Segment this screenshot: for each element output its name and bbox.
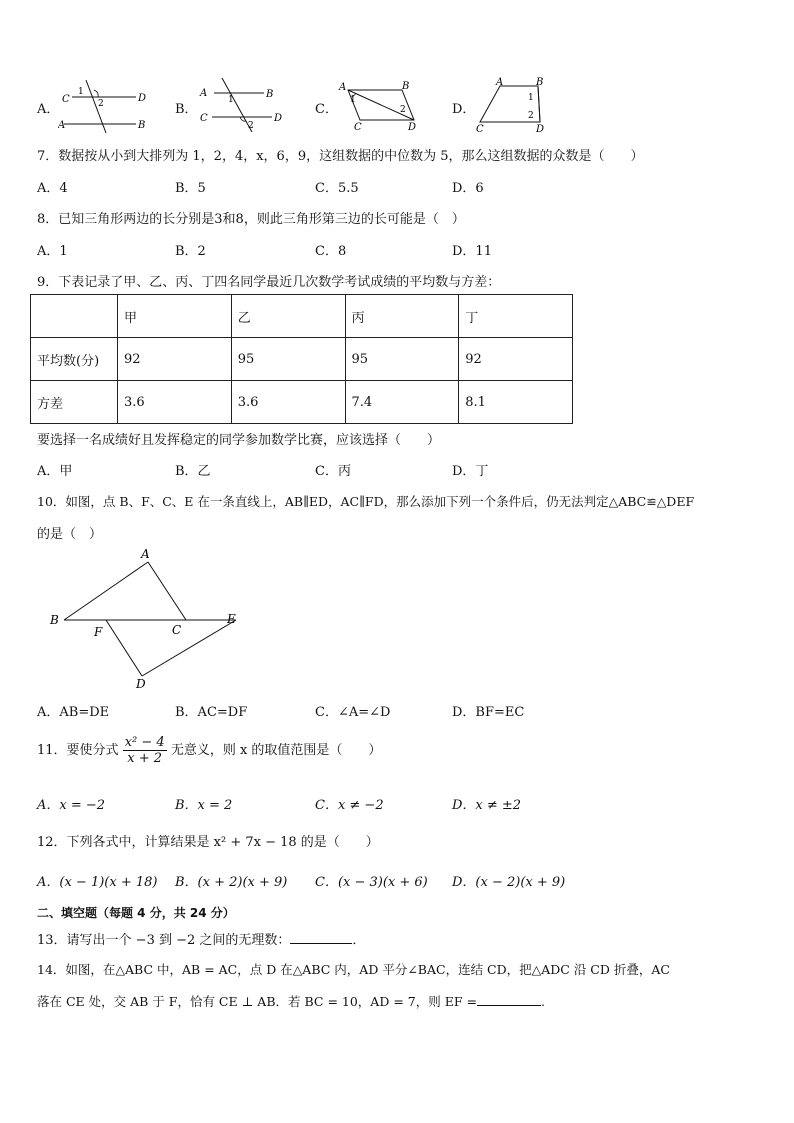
q14-answer-blank[interactable]	[477, 993, 541, 1006]
q14-line2	[37, 992, 545, 1010]
q11-suffix: 无意义，则 x 的取值范围是（ ）	[170, 743, 382, 758]
fig-b-label-c: C	[200, 113, 208, 124]
table-header-row	[31, 295, 573, 338]
q7-option-c: C．5.5	[315, 181, 359, 196]
q13-answer-blank[interactable]	[290, 931, 352, 944]
fig-b-angle-2: 2	[248, 121, 254, 131]
q11-fraction	[123, 736, 167, 765]
q9-option-c: C．丙	[315, 464, 351, 479]
q9-score-table	[30, 294, 573, 424]
q7-option-b: B．5	[175, 181, 206, 196]
q9-option-d: D．丁	[452, 464, 489, 479]
q11-option-d: D．x ≠ ±2	[452, 798, 522, 813]
q11-option-a: A．x = −2	[37, 798, 106, 813]
q10-label-a: A	[141, 547, 150, 561]
q11-denominator: x + 2	[127, 751, 163, 766]
fig-b-label-a: A	[200, 88, 208, 99]
fig-a-label-a: A	[58, 120, 66, 131]
q6-option-c-label: C．	[315, 102, 338, 117]
q14-text: 落在 CE 处，交 AB 于 F，恰有 CE ⊥ AB．若 BC = 10，AD = 7，则 EF =	[37, 994, 477, 1009]
q14-end: .	[540, 994, 545, 1009]
q10-option-c: C．∠A=∠D	[315, 705, 391, 720]
fig-a-label-b: B	[138, 120, 146, 131]
table-cell: 92	[459, 338, 573, 381]
q6-figure-d	[474, 76, 550, 134]
table-cell: 95	[231, 338, 345, 381]
q6-figure-c	[336, 78, 428, 132]
table-cell: 平均数(分)	[31, 338, 118, 381]
q9-question: 要选择一名成绩好且发挥稳定的同学参加数学比赛，应该选择（ ）	[37, 433, 441, 448]
fig-b-label-d: D	[274, 113, 283, 124]
fig-c-label-a: A	[339, 82, 347, 93]
q11-numerator: x² − 4	[124, 735, 165, 750]
fig-d-angle-1: 1	[528, 93, 534, 103]
fig-b-label-b: B	[266, 89, 274, 100]
fig-d-label-b: B	[536, 77, 544, 88]
q8-option-c: C．8	[315, 244, 347, 259]
q10-label-b: B	[50, 613, 59, 627]
q10-option-b: B．AC=DF	[175, 705, 248, 720]
fig-d-angle-2: 2	[528, 111, 534, 121]
q6-option-a-label: A．	[37, 102, 60, 117]
q14-line1: 14．如图，在△ABC 中，AB = AC，点 D 在△ABC 内，AD 平分∠BAC，连结 CD，把△ADC 沿 CD 折叠，AC	[37, 962, 670, 977]
q10-option-a: A．AB=DE	[37, 705, 110, 720]
q12-stem: 12．下列各式中，计算结果是 x² + 7x − 18 的是（ ）	[37, 835, 379, 850]
table-cell: 3.6	[118, 381, 232, 424]
q10-label-e: E	[227, 612, 236, 626]
q12-option-b: B．(x + 2)(x + 9)	[175, 875, 288, 890]
table-cell: 8.1	[459, 381, 573, 424]
q10-label-f: F	[94, 625, 103, 639]
table-cell: 92	[118, 338, 232, 381]
q10-stem-line1: 10．如图，点 B、F、C、E 在一条直线上，AB∥ED，AC∥FD，那么添加下列一个条件后，仍无法判定△ABC≌△DEF	[37, 494, 695, 509]
table-cell: 95	[345, 338, 459, 381]
q7-option-a: A．4	[37, 181, 68, 196]
fig-a-label-c: C	[62, 94, 70, 105]
table-header-cell: 丙	[345, 295, 459, 338]
section-title: 二、填空题（每题 4 分，共 24 分）	[37, 906, 235, 920]
q13-end: ．	[352, 933, 366, 948]
table-row	[31, 381, 573, 424]
fig-c-label-b: B	[402, 81, 410, 92]
q10-option-d: D．BF=EC	[452, 705, 525, 720]
fig-b-angle-1: 1	[228, 95, 234, 105]
q12-option-c: C．(x − 3)(x + 6)	[315, 875, 428, 890]
q6-option-b-label: B．	[175, 102, 198, 117]
q11-stem	[37, 736, 381, 765]
table-header-cell: 乙	[231, 295, 345, 338]
q10-label-c: C	[172, 623, 182, 637]
q10-triangle-figure	[44, 546, 244, 692]
fig-d-label-c: C	[476, 124, 484, 134]
q11-option-b: B．x = 2	[175, 798, 233, 813]
q10-label-d: D	[136, 677, 146, 691]
q12-option-a: A．(x − 1)(x + 18)	[37, 875, 158, 890]
q8-option-b: B．2	[175, 244, 206, 259]
fig-a-angle-2: 2	[98, 99, 104, 109]
table-header-cell: 丁	[459, 295, 573, 338]
q10-stem-line2: 的是（ ）	[37, 527, 103, 542]
fig-c-angle-1: 1	[350, 95, 356, 105]
q6-figure-b	[196, 76, 288, 134]
q9-stem: 9．下表记录了甲、乙、丙、丁四名同学最近几次数学考试成绩的平均数与方差：	[37, 275, 501, 290]
fig-d-label-d: D	[536, 124, 545, 134]
q7-option-d: D．6	[452, 181, 484, 196]
q11-prefix: 11．要使分式	[37, 743, 119, 758]
table-cell: 7.4	[345, 381, 459, 424]
q8-option-a: A．1	[37, 244, 68, 259]
q7-stem: 7．数据按从小到大排列为 1，2，4，x，6，9，这组数据的中位数为 5，那么这组数据的众数是（ ）	[37, 149, 644, 164]
q8-stem: 8．已知三角形两边的长分别是3和8，则此三角形第三边的长可能是（ ）	[37, 212, 465, 227]
q13-stem	[37, 929, 365, 948]
q6-figure-a	[58, 78, 150, 134]
fig-d-label-a: A	[496, 77, 504, 88]
q9-option-b: B．乙	[175, 464, 211, 479]
table-row	[31, 338, 573, 381]
q12-option-d: D．(x − 2)(x + 9)	[452, 875, 566, 890]
fig-c-label-c: C	[354, 122, 362, 132]
q8-option-d: D．11	[452, 244, 492, 259]
fig-a-angle-1: 1	[78, 87, 84, 97]
fig-c-angle-2: 2	[400, 105, 406, 115]
fig-c-label-d: D	[408, 122, 417, 132]
table-header-cell	[31, 295, 118, 338]
table-cell: 3.6	[231, 381, 345, 424]
fig-a-label-d: D	[138, 93, 147, 104]
table-header-cell: 甲	[118, 295, 232, 338]
table-cell: 方差	[31, 381, 118, 424]
q13-text: 13．请写出一个 −3 到 −2 之间的无理数：	[37, 933, 291, 948]
q9-option-a: A．甲	[37, 464, 73, 479]
q11-option-c: C．x ≠ −2	[315, 798, 384, 813]
q6-option-d-label: D．	[452, 102, 476, 117]
